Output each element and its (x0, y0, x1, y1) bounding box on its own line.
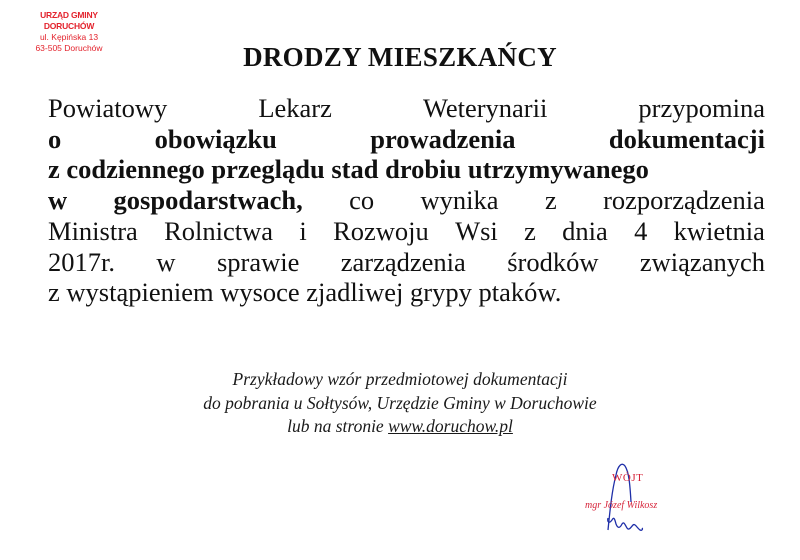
word: z (544, 185, 557, 216)
word: rozporządzenia (603, 185, 765, 216)
word: Rozwoju (333, 215, 429, 246)
word: Rolnictwa (164, 215, 274, 246)
word: prowadzenia (370, 123, 516, 154)
line-text: z wystąpieniem wysoce zjadliwej grypy ptaków. (48, 277, 562, 308)
stamp-city: 63-505 Doruchów (35, 43, 103, 53)
word: środków (507, 246, 599, 277)
word: związanych (639, 246, 765, 277)
page-title: DRODZY MIESZKAŃCY (243, 42, 557, 72)
note-line-3 (0, 415, 800, 439)
word: co (349, 185, 375, 216)
word: zarządzenia (340, 246, 466, 277)
note-line-2: do pobrania u Sołtysów, Urzędzie Gminy w Doruchowie (203, 392, 597, 413)
word: Ministra (48, 215, 138, 246)
body-line-5 (48, 216, 765, 247)
body-line-4 (48, 185, 765, 216)
word: 2017r. (48, 246, 115, 277)
word: gospodarstwach, (113, 185, 303, 216)
body-line-1 (48, 93, 765, 124)
notice-body (48, 93, 765, 308)
signature-name: mgr Józef Wilkosz (585, 500, 658, 511)
body-line-3 (48, 154, 765, 185)
download-note (0, 368, 800, 439)
signature-role: WÓJT (612, 472, 644, 484)
word: dokumentacji (608, 123, 765, 154)
word: kwietnia (673, 215, 765, 246)
word: z (524, 215, 536, 246)
word: przypomina (638, 93, 765, 123)
word: obowiązku (154, 123, 277, 154)
word: Weterynarii (422, 93, 548, 123)
note-line-1: Przykładowy wzór przedmiotowej dokumentacji (232, 369, 568, 389)
stamp-street: ul. Kępińska 13 (39, 32, 99, 42)
body-line-7 (48, 277, 765, 308)
word: 4 (634, 215, 648, 246)
word: wynika (420, 185, 499, 216)
signature-block (560, 450, 800, 560)
word: w (48, 185, 68, 216)
stamp-office-name: URZĄD GMINY DORUCHÓW (40, 10, 98, 31)
word: dnia (562, 215, 608, 246)
note-line-3-prefix: lub na stronie (287, 416, 389, 436)
word: i (299, 215, 307, 246)
word: o (48, 123, 62, 154)
website-link[interactable]: www.doruchow.pl (388, 416, 513, 436)
word: Powiatowy (48, 93, 168, 123)
body-line-2 (48, 124, 765, 155)
word: sprawie (216, 246, 300, 277)
word: w (156, 246, 176, 277)
word: Lekarz (258, 93, 332, 123)
word: Wsi (455, 215, 498, 246)
body-line-6 (48, 247, 765, 278)
line-text: z codziennego przeglądu stad drobiu utrzymywanego (48, 154, 649, 185)
